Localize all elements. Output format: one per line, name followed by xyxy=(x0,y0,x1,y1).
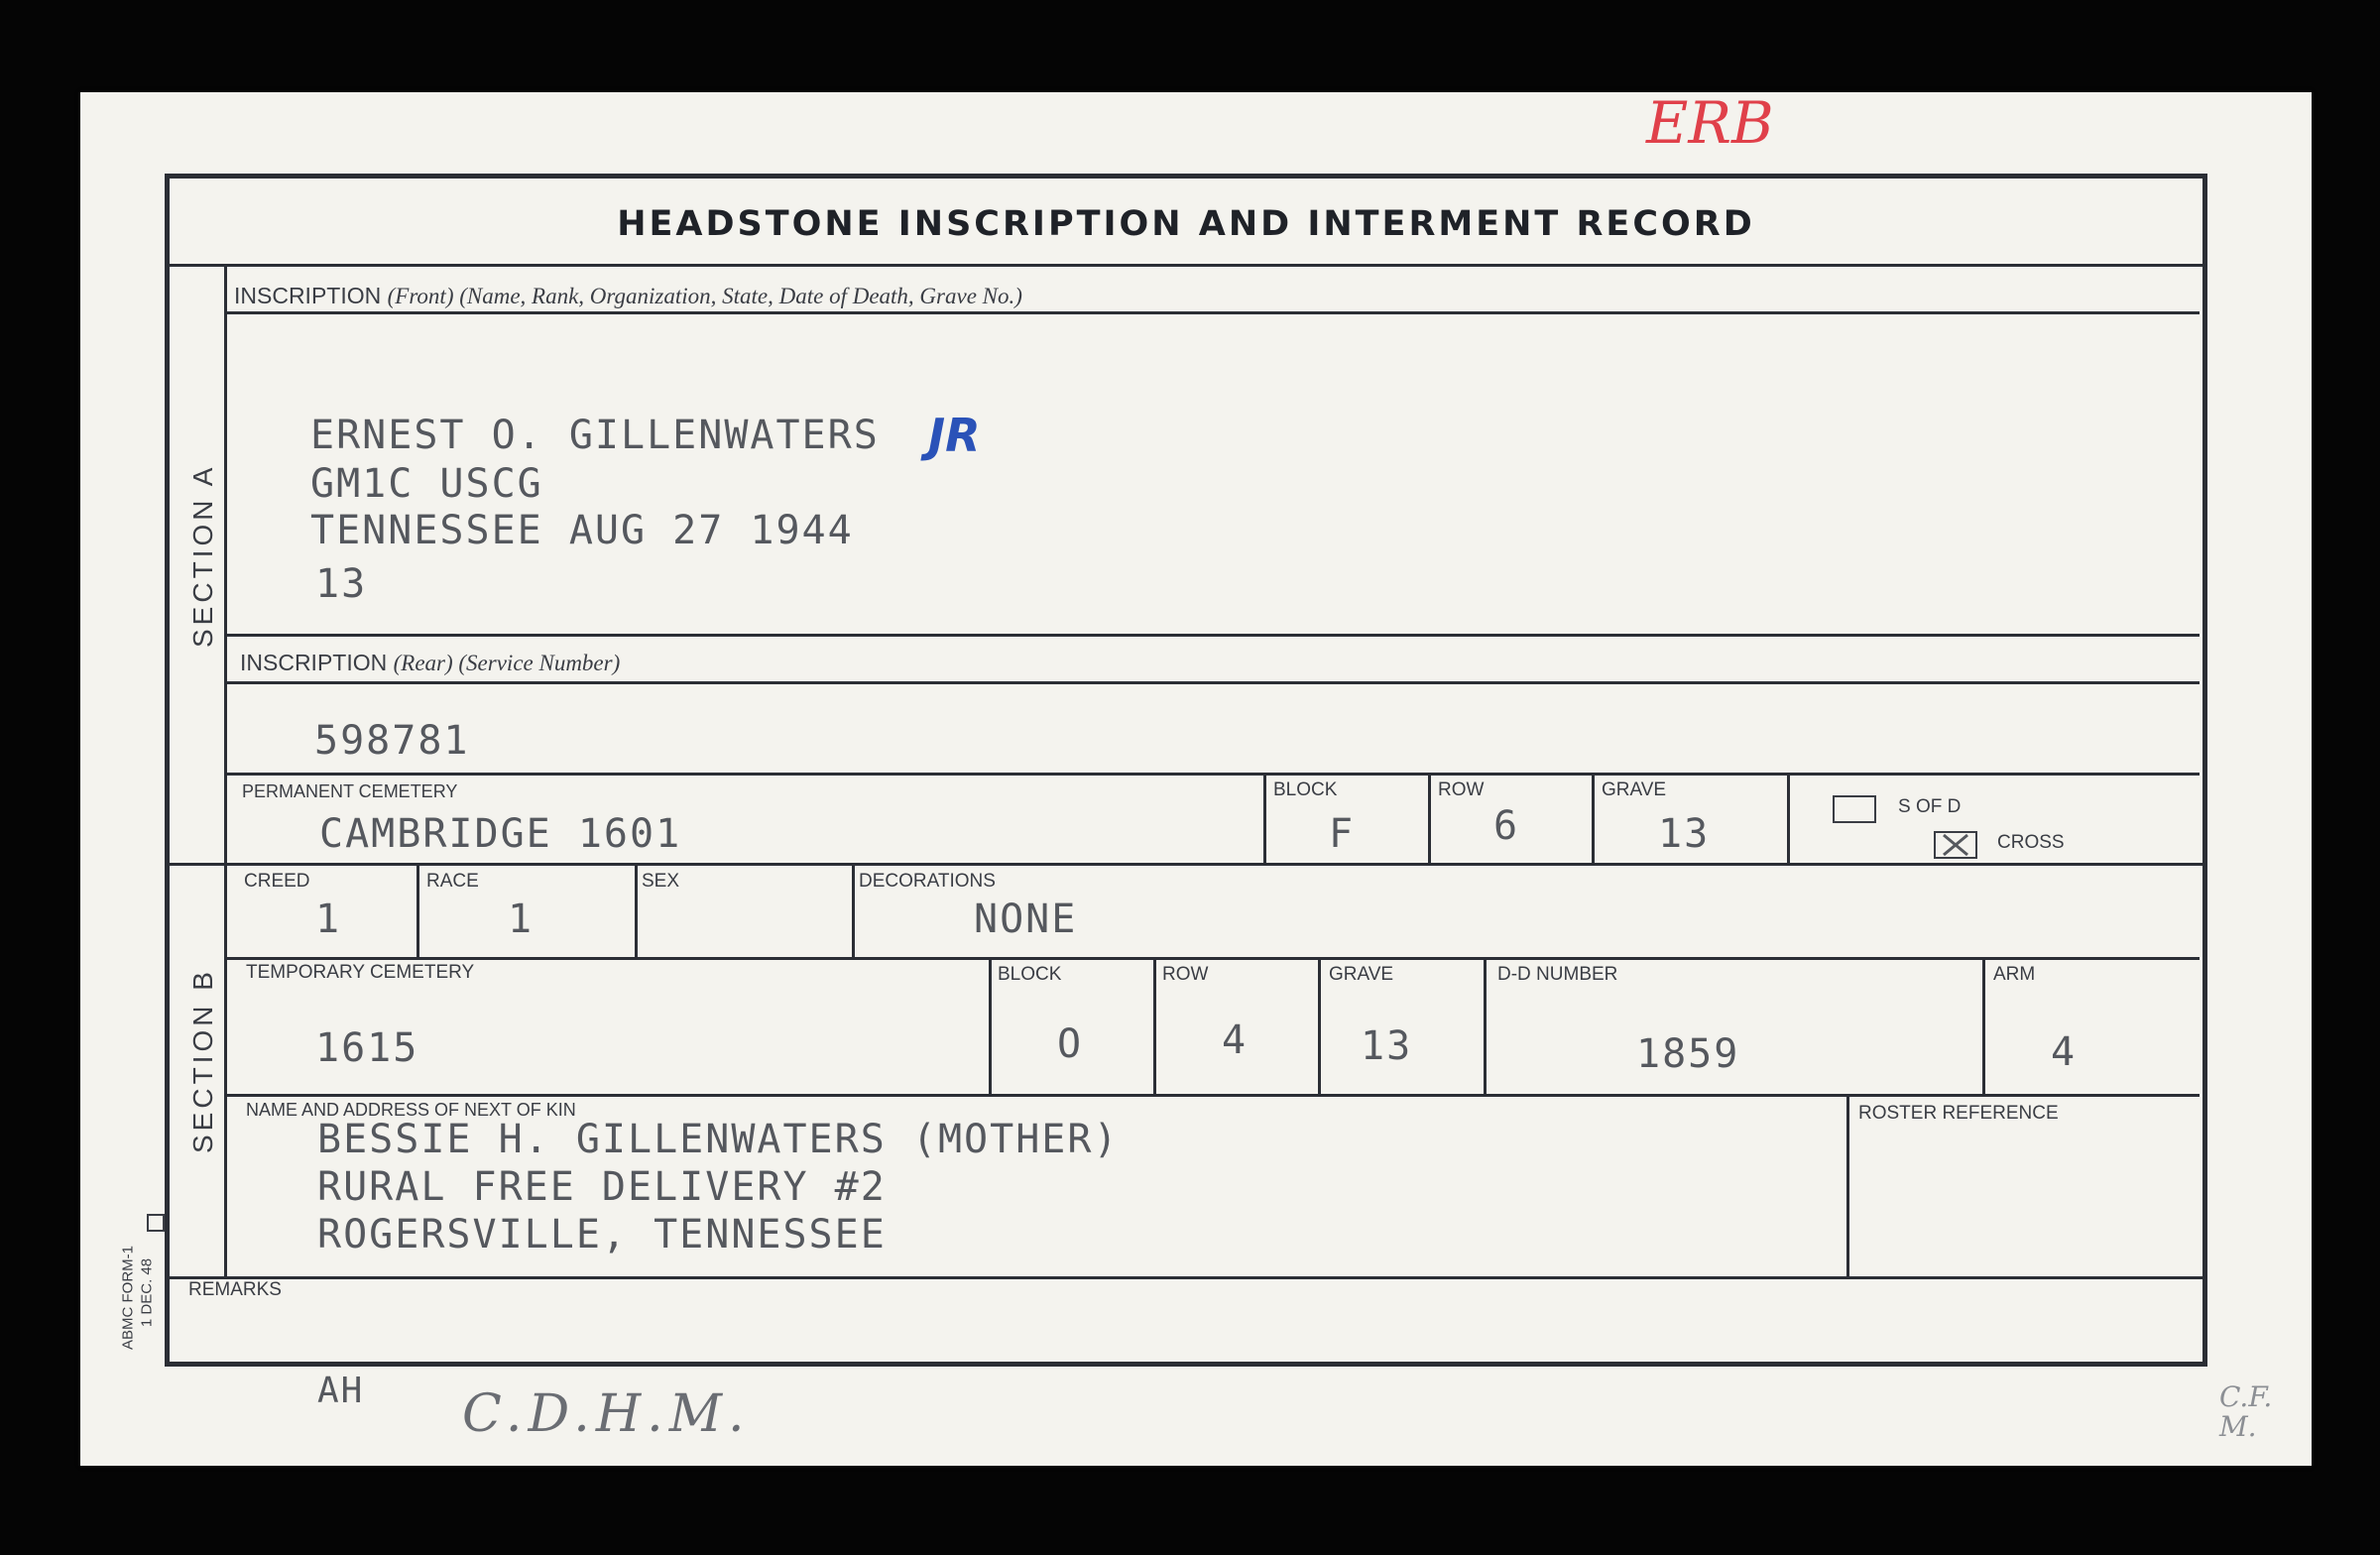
section-column-rule xyxy=(224,264,227,1279)
rule-below-front-label xyxy=(226,311,2200,314)
sofd-label: S OF D xyxy=(1898,796,1962,817)
temp-row-label: ROW xyxy=(1162,964,1209,985)
temp-grave-rule xyxy=(1318,957,1321,1095)
decorations-value: NONE xyxy=(974,897,1078,942)
creed-value: 1 xyxy=(315,897,342,942)
temp-row-rule xyxy=(1153,957,1156,1095)
sofd-checkbox[interactable] xyxy=(1833,795,1876,823)
kin-line-3: ROGERSVILLE, TENNESSEE xyxy=(317,1212,887,1257)
kin-line-2: RURAL FREE DELIVERY #2 xyxy=(317,1164,887,1210)
sex-dec-rule xyxy=(852,863,855,958)
perm-row: 6 xyxy=(1493,803,1520,849)
rule-above-kin xyxy=(226,1094,2200,1097)
cross-check-mark-icon xyxy=(1936,833,1975,857)
perm-grave-label: GRAVE xyxy=(1602,779,1667,800)
cross-checkbox[interactable] xyxy=(1934,831,1977,859)
temp-row: 4 xyxy=(1222,1017,1249,1063)
rule-section-divider xyxy=(165,863,2207,866)
perm-grave: 13 xyxy=(1658,811,1711,857)
dd-number-label: D-D NUMBER xyxy=(1497,964,1618,985)
form-checkbox xyxy=(147,1214,165,1232)
service-number: 598781 xyxy=(314,718,470,764)
rule-below-rear-label xyxy=(226,681,2200,684)
creed-race-rule xyxy=(416,863,419,958)
permanent-cemetery: CAMBRIDGE 1601 xyxy=(319,811,682,857)
front-line-4: 13 xyxy=(315,561,368,607)
perm-block: F xyxy=(1329,811,1356,857)
kin-roster-rule xyxy=(1846,1094,1849,1277)
form-date: 1 DEC. 48 xyxy=(138,1257,156,1328)
footer-typed-initials: AH xyxy=(317,1371,365,1411)
footer-handwritten-initials: C.D.H.M. xyxy=(462,1384,751,1444)
next-of-kin-label: NAME AND ADDRESS OF NEXT OF KIN xyxy=(246,1100,576,1120)
perm-block-label: BLOCK xyxy=(1273,779,1338,800)
front-line-1: ERNEST O. GILLENWATERS xyxy=(310,413,880,458)
race-label: RACE xyxy=(426,871,479,892)
temp-block-label: BLOCK xyxy=(998,964,1062,985)
rear-inscription-label: INSCRIPTION (Rear) (Service Number) xyxy=(240,650,621,675)
roster-reference-label: ROSTER REFERENCE xyxy=(1858,1103,2059,1124)
form-number: ABMC FORM-1 xyxy=(119,1246,137,1350)
remarks-label: REMARKS xyxy=(188,1279,282,1300)
temp-cemetery-label: TEMPORARY CEMETERY xyxy=(246,962,475,983)
arm-label: ARM xyxy=(1993,964,2036,985)
temp-grave: 13 xyxy=(1361,1023,1413,1069)
front-line-2: GM1C USCG xyxy=(310,461,543,507)
temp-block: O xyxy=(1057,1021,1084,1067)
temp-cemetery: 1615 xyxy=(315,1025,419,1071)
top-red-mark: ERB xyxy=(1646,89,1774,157)
sex-label: SEX xyxy=(642,871,680,892)
rule-above-rear xyxy=(226,634,2200,637)
temp-dd-rule xyxy=(1484,957,1487,1095)
arm-value: 4 xyxy=(2051,1029,2078,1075)
decorations-label: DECORATIONS xyxy=(859,871,996,892)
temp-arm-rule xyxy=(1982,957,1985,1095)
margin-pencil-mark: C.F.M. xyxy=(2219,1380,2273,1443)
front-line-3: TENNESSEE AUG 27 1944 xyxy=(310,508,854,553)
permanent-cemetery-label: PERMANENT CEMETERY xyxy=(242,781,458,801)
cross-label: CROSS xyxy=(1997,832,2065,853)
form-title: HEADSTONE INSCRIPTION AND INTERMENT RECORD xyxy=(617,204,1755,244)
perm-grave-rule xyxy=(1592,773,1595,864)
section-a-label: SECTION A xyxy=(187,463,218,648)
section-b-label: SECTION B xyxy=(187,968,218,1153)
rule-above-temp xyxy=(226,957,2200,960)
temp-block-rule xyxy=(989,957,992,1095)
perm-check-rule xyxy=(1787,773,1790,864)
creed-label: CREED xyxy=(244,871,310,892)
front-inscription-label: INSCRIPTION (Front) (Name, Rank, Organization, State, Date of Death, Grave No.) xyxy=(234,283,1022,308)
dd-number: 1859 xyxy=(1636,1031,1740,1077)
race-value: 1 xyxy=(508,897,535,942)
temp-grave-label: GRAVE xyxy=(1329,964,1394,985)
perm-row-label: ROW xyxy=(1438,779,1485,800)
perm-block-rule xyxy=(1263,773,1266,864)
rule-below-title xyxy=(165,264,2207,267)
perm-row-rule xyxy=(1428,773,1431,864)
rule-above-remarks xyxy=(165,1276,2207,1279)
race-sex-rule xyxy=(635,863,638,958)
rule-above-perm xyxy=(226,773,2200,776)
handwritten-jr: JR xyxy=(928,409,981,462)
kin-line-1: BESSIE H. GILLENWATERS (MOTHER) xyxy=(317,1117,1120,1162)
